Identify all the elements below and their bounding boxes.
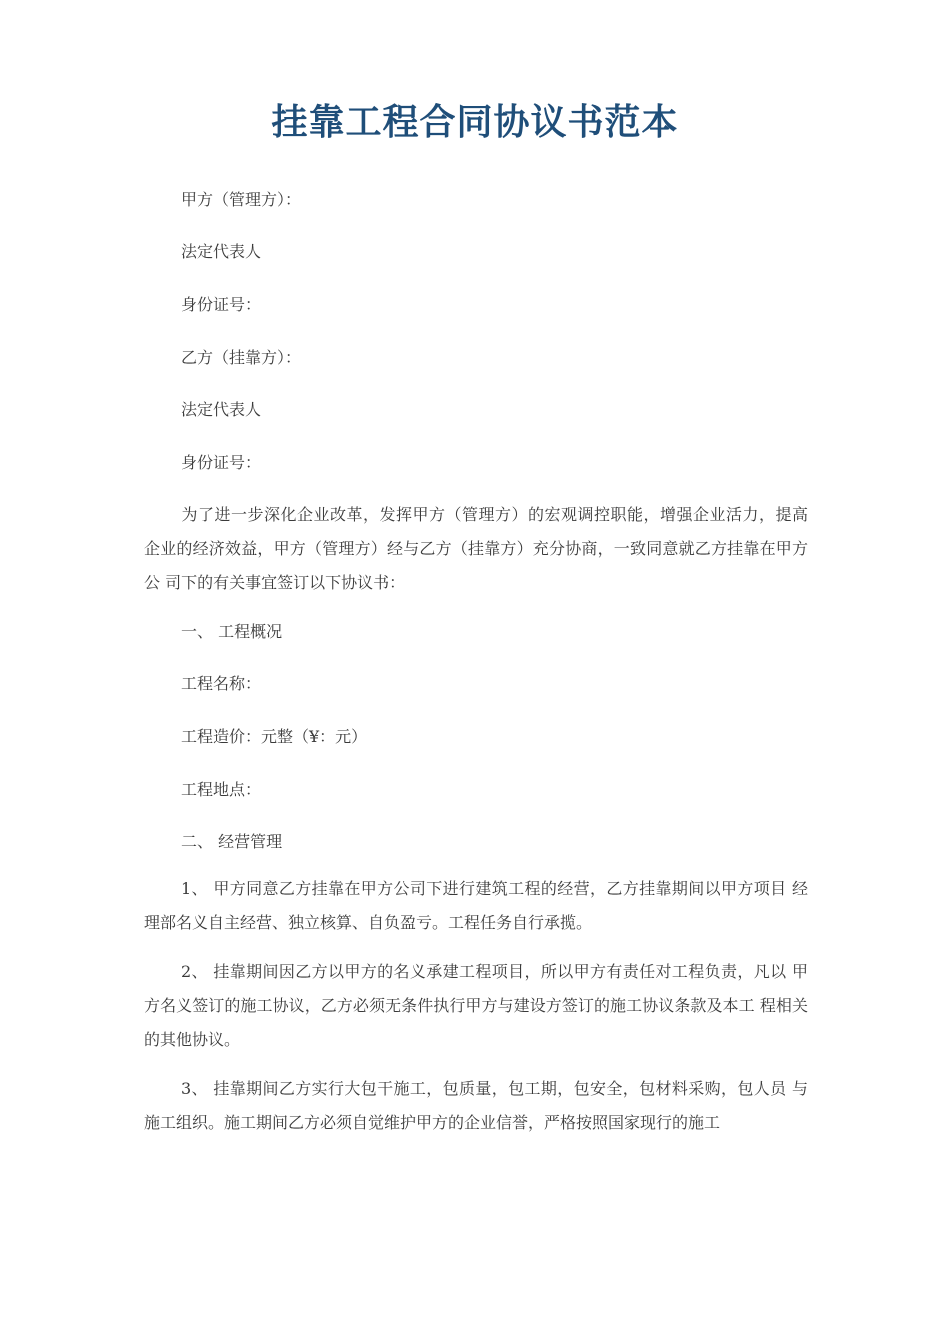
document-title: 挂靠工程合同协议书范本 (271, 102, 679, 143)
clause-2-paragraph (144, 955, 808, 1057)
id-number-b-line: 身份证号： (181, 453, 262, 472)
intro-paragraph (144, 498, 808, 600)
clause-1-paragraph (144, 872, 808, 940)
clause-3-paragraph (144, 1072, 808, 1140)
clause-1-text: 1、 甲方同意乙方挂靠在甲方公司下进行建筑工程的经营，乙方挂靠期间以甲方项目 经理部名义自主经营、独立核算、自负盈亏。工程任务自行承揽。 (144, 879, 808, 932)
legal-representative-a-line: 法定代表人 (181, 242, 262, 261)
party-b-line: 乙方（挂靠方）： (181, 348, 302, 367)
legal-representative-b-line: 法定代表人 (181, 400, 262, 419)
clause-3-text: 3、 挂靠期间乙方实行大包干施工，包质量，包工期，包安全，包材料采购，包人员 与施工组织。施工期间乙方必须自觉维护甲方的企业信誉，严格按照国家现行的施工 (144, 1079, 808, 1132)
section-1-heading: 一、 工程概况 (181, 622, 283, 641)
id-number-a-line: 身份证号： (181, 295, 262, 314)
project-name-line: 工程名称： (181, 674, 262, 693)
project-location-line: 工程地点： (181, 780, 262, 799)
party-a-line: 甲方（管理方）： (181, 190, 302, 209)
clause-2-text: 2、 挂靠期间因乙方以甲方的名义承建工程项目，所以甲方有责任对工程负责，凡以 甲方名义签订的施工协议，乙方必须无条件执行甲方与建设方签订的施工协议条款及本工 程相关的其他协议。 (144, 962, 808, 1049)
intro-paragraph-text: 为了进一步深化企业改革，发挥甲方（管理方）的宏观调控职能，增强企业活力，提高 企业的经济效益，甲方（管理方）经与乙方（挂靠方）充分协商，一致同意就乙方挂靠在甲方公 司下的有关事宜签订以下协议书： (144, 505, 808, 592)
project-cost-line: 工程造价：元整（¥：元） (181, 727, 368, 746)
section-2-heading: 二、 经营管理 (181, 832, 283, 851)
